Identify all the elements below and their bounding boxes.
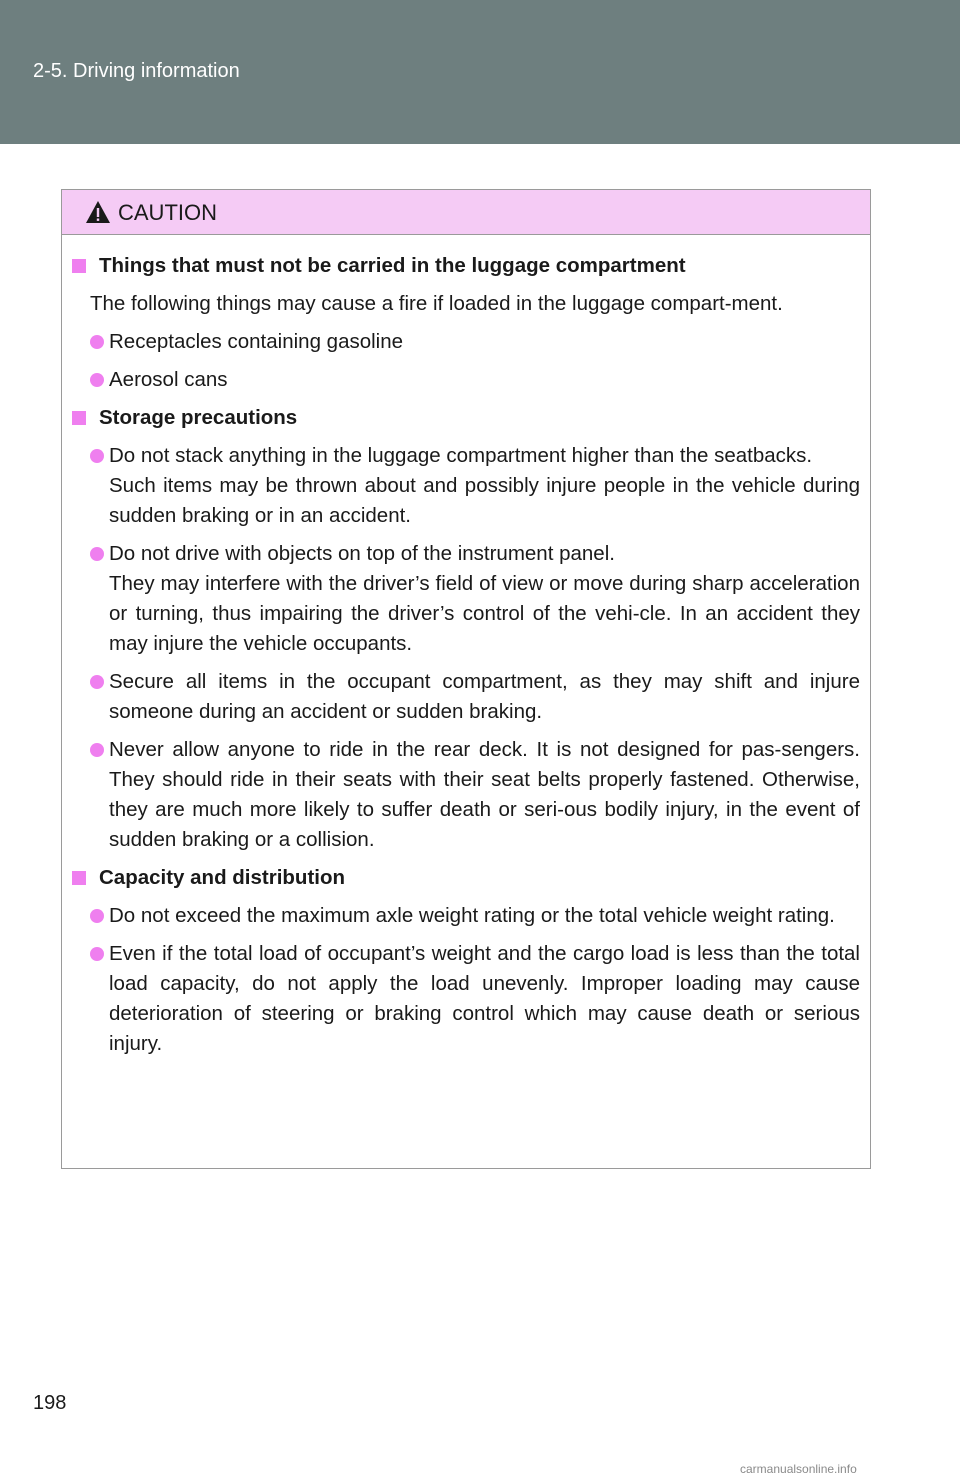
section-title: Things that must not be carried in the luggage compartment — [72, 251, 859, 281]
round-bullet-icon — [90, 743, 104, 757]
square-bullet-icon — [72, 871, 86, 885]
list-item: Do not drive with objects on top of the instrument panel. They may interfere with the driver’s field of view or move during sharp acceleration or turning, thus impairing the driver’s control of the vehi-cle. In an accident they may injure the vehicle occupants. — [90, 539, 860, 659]
warning-triangle-icon — [85, 200, 111, 224]
list-item: Even if the total load of occupant’s weight and the cargo load is less than the total load capacity, do not apply the load unevenly. Improper loading may cause deterioration of steering or braking control which may cause death or serious injury. — [90, 939, 860, 1059]
round-bullet-icon — [90, 335, 104, 349]
round-bullet-icon — [90, 675, 104, 689]
list-item: Do not stack anything in the luggage compartment higher than the seatbacks. Such items may be thrown about and possibly injure people in the vehicle during sudden braking or in an accident. — [90, 441, 860, 531]
page-number: 198 — [33, 1392, 67, 1414]
round-bullet-icon — [90, 909, 104, 923]
round-bullet-icon — [90, 373, 104, 387]
round-bullet-icon — [90, 547, 104, 561]
list-item: Never allow anyone to ride in the rear deck. It is not designed for pas-sengers. They should ride in their seats with their seat belts properly fastened. Otherwise, they are much more likely to suffer death or seri-ous bodily injury, in the event of sudden braking or a collision. — [90, 735, 860, 855]
caution-title: CAUTION — [118, 200, 217, 225]
section-intro: The following things may cause a fire if loaded in the luggage compart-ment. — [90, 292, 783, 315]
section-breadcrumb: 2-5. Driving information — [33, 60, 240, 82]
round-bullet-icon — [90, 449, 104, 463]
section-title: Storage precautions — [72, 403, 859, 433]
list-item: Do not exceed the maximum axle weight rating or the total vehicle weight rating. — [90, 901, 860, 931]
square-bullet-icon — [72, 259, 86, 273]
list-item: Aerosol cans — [90, 365, 860, 395]
caution-box — [61, 189, 871, 1169]
section-title: Capacity and distribution — [72, 863, 859, 893]
square-bullet-icon — [72, 411, 86, 425]
page-header — [0, 0, 960, 144]
list-item: Secure all items in the occupant compartment, as they may shift and injure someone during an accident or sudden braking. — [90, 667, 860, 727]
caution-header — [62, 190, 870, 235]
watermark: carmanualsonline.info — [740, 1462, 857, 1476]
list-item: Receptacles containing gasoline — [90, 327, 860, 357]
caution-content — [62, 251, 872, 1067]
round-bullet-icon — [90, 947, 104, 961]
